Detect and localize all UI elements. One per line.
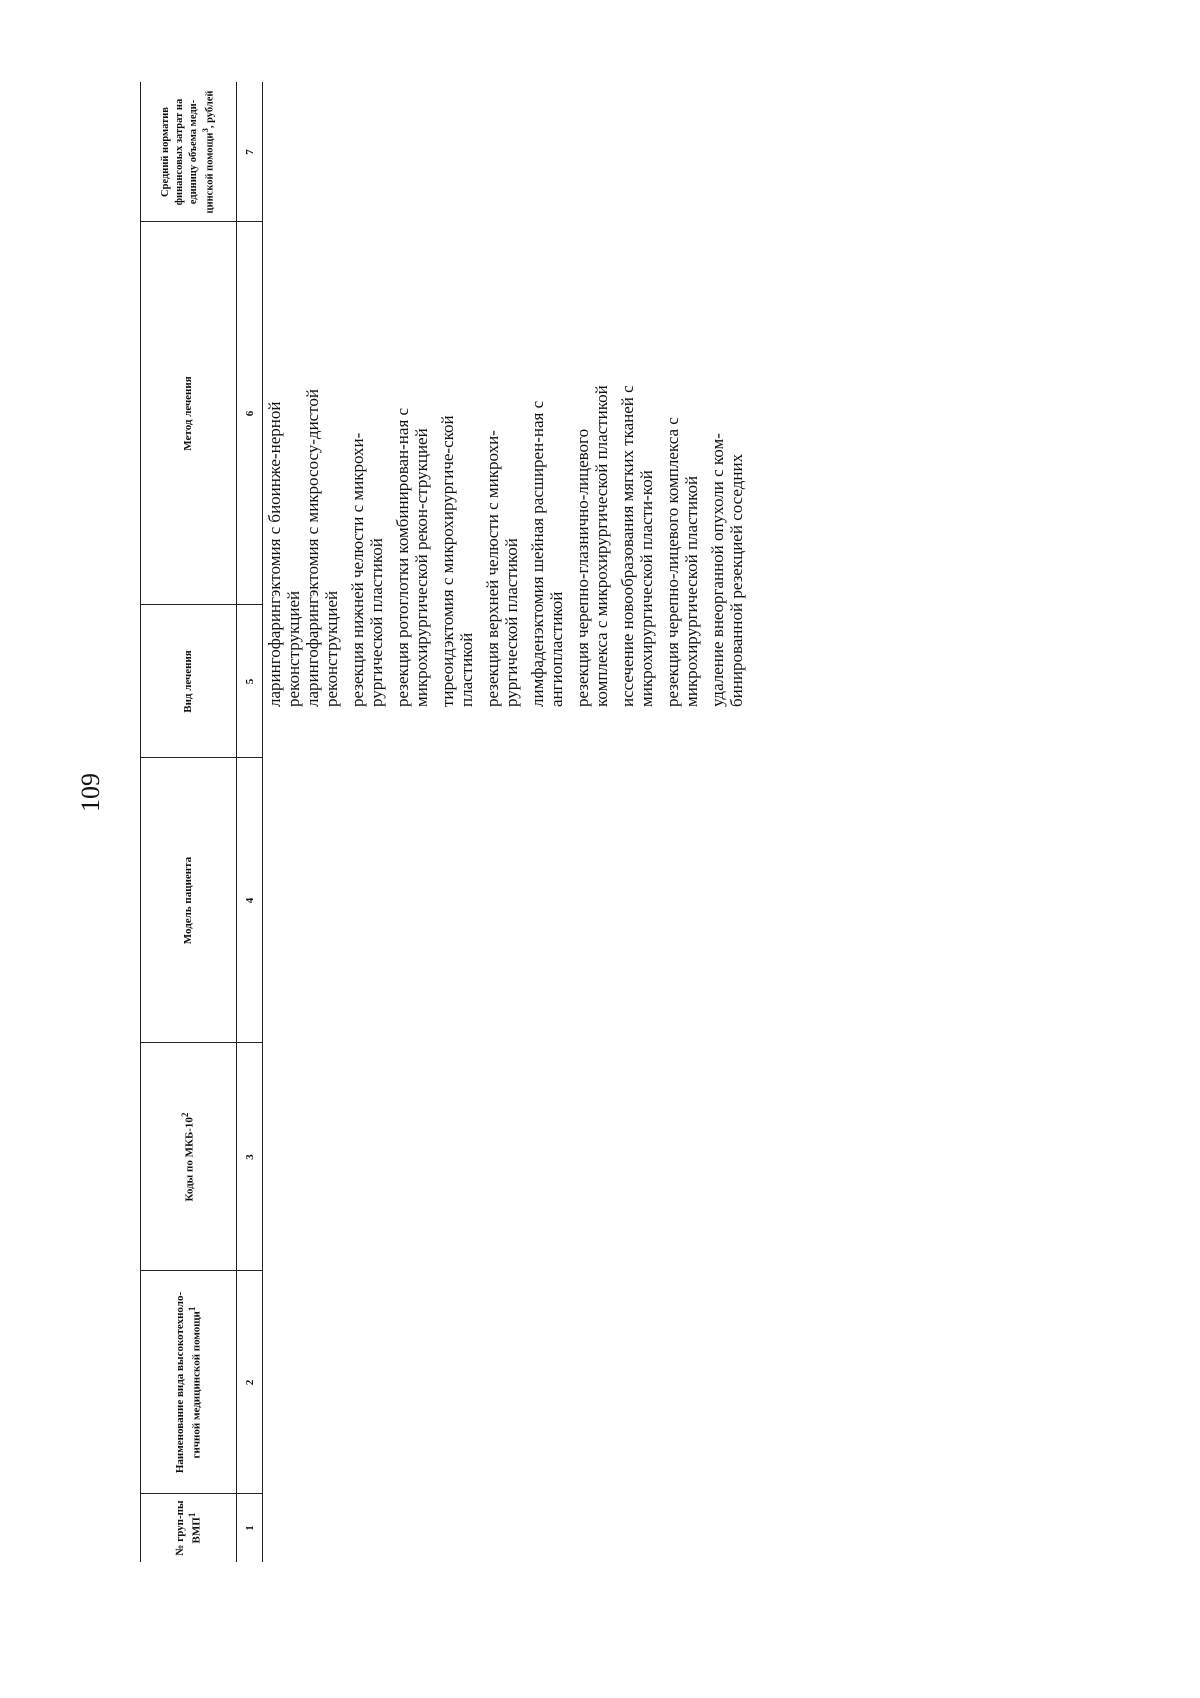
method-item: резекция черепно-глазнично-лицевого комплекса с микрохирургической пластикой [573, 385, 611, 707]
column-number: 5 [236, 605, 262, 758]
method-item: резекция ротоглотки комбинирован-ная с микрохирургической рекон-струкцией [393, 407, 431, 707]
method-item: ларингофарингэктомия с микрососу-дистой реконструкцией [303, 388, 341, 707]
header-average-cost [141, 82, 236, 222]
method-item: иссечение новообразования мягких тканей с микрохирургической пласти-кой [618, 385, 656, 707]
header-label: Коды по МКБ-10 [183, 1117, 196, 1202]
header-vmp-name [141, 1271, 236, 1494]
method-item: резекция верхней челюсти с микрохи-рургической пластикой [483, 430, 521, 707]
column-number: 4 [236, 758, 262, 1043]
header-treatment-type [141, 605, 236, 758]
method-item: резекция черепно-лицевого комплекса с микрохирургической пластикой [663, 417, 701, 707]
column-number: 6 [236, 222, 262, 605]
footnote-marker: 3 [200, 128, 211, 133]
footnote-marker: 1 [187, 1306, 198, 1312]
header-label: Вид лечения [182, 650, 195, 713]
footnote-marker: 2 [180, 1112, 191, 1118]
method-item: удаление внеорганной опухоли с ком-бинированной резекцией соседних [708, 433, 746, 707]
column-number: 3 [236, 1043, 262, 1271]
header-patient-model [141, 758, 236, 1043]
method-item: ларингофарингэктомия с биоинже-нерной реконструкцией [265, 401, 303, 707]
method-item: резекция нижней челюсти с микрохи-рургической пластикой [348, 432, 386, 707]
treatment-methods-list [265, 367, 746, 707]
footnote-marker: 1 [187, 1512, 198, 1518]
header-icd-codes [141, 1043, 236, 1271]
header-label: Средний норматив финансовых затрат на единицу объема меди-цинской помощи [160, 98, 216, 214]
header-label: Модель пациента [182, 856, 195, 945]
header-label: Наименование вида высокотехноло-гичной медицинской помощи [173, 1291, 203, 1474]
header-group-number [141, 1494, 236, 1562]
column-number: 7 [236, 82, 262, 222]
column-number: 2 [236, 1271, 262, 1494]
method-item: тиреоидэктомия с микрохирургиче-ской пластикой [438, 415, 476, 707]
header-label-suffix: , рублей [204, 90, 216, 129]
method-item: лимфаденэктомия шейная расширен-ная с ангиопластикой [528, 400, 566, 707]
page-number: 109 [76, 773, 105, 812]
table-header [140, 82, 263, 1562]
header-label: № груп-пы ВМП [173, 1500, 203, 1556]
column-number: 1 [236, 1494, 262, 1562]
rotated-table-page [140, 82, 1020, 1562]
header-treatment-method [141, 222, 236, 605]
header-label: Метод лечения [182, 376, 195, 451]
